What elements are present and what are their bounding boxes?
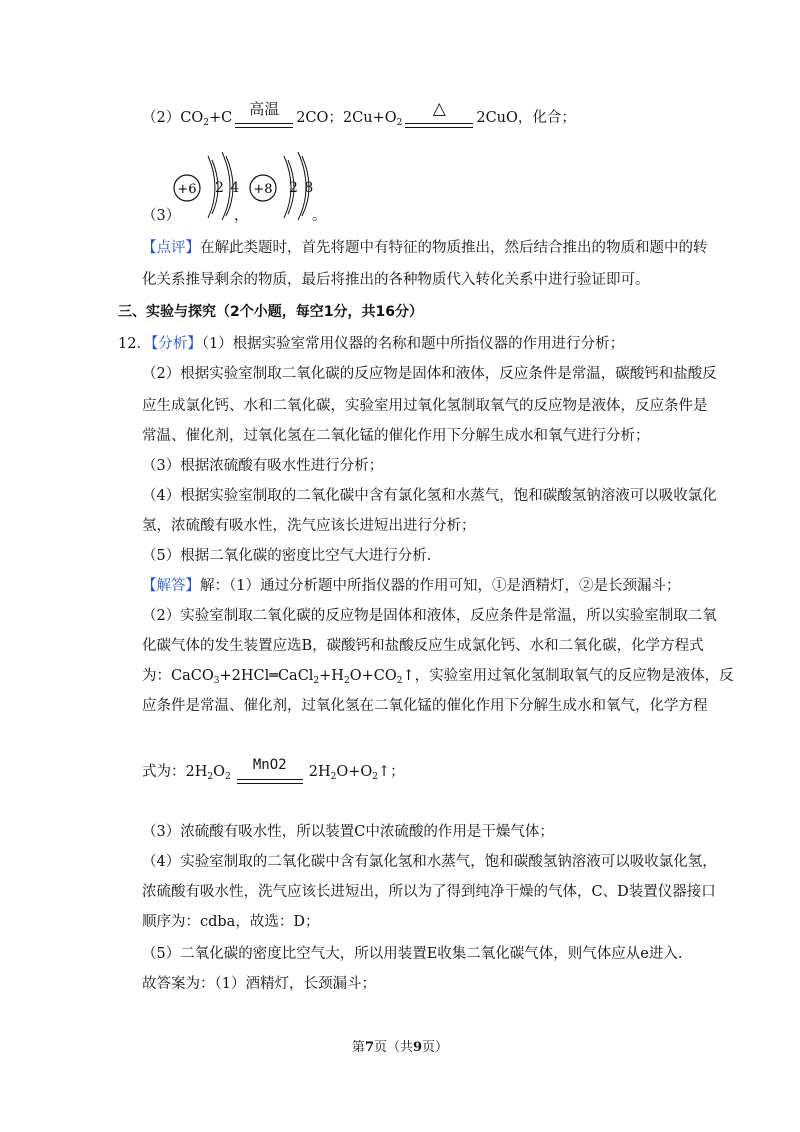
solution-4-1: （4）实验室制取的二氧化碳中含有氯化氢和水蒸气，饱和碳酸氢钠溶液可以吸收氯化氢， [142, 854, 717, 870]
analysis-5: （5）根据二氧化碳的密度比空气大进行分析. [142, 548, 432, 564]
analysis-4-2: 氢，浓硫酸有吸水性，洗气应该长进短出进行分析； [142, 518, 476, 534]
atom1-nucleus: +6 [177, 182, 197, 197]
review-tag: 【点评】 [142, 240, 200, 256]
page-total: 9 [413, 1040, 423, 1055]
solution-2-5: 式为：$2H_2O_2$ MnO2 $2H_2O+O_2↑$； [142, 762, 405, 787]
analysis-4-1: （4）根据实验室制取的二氧化碳中含有氯化氢和水蒸气，饱和碳酸氢钠溶液可以吸收氯化 [142, 488, 717, 504]
equation-line: $(2)CO_2+C$ 高温 2CO；$2Cu+O_2$ △ 2CuO，化合； [142, 108, 576, 133]
solution-2-3: 为：$CaCO_3+2HCl═CaCl_2+H_2O+CO_2↑$，实验室用过氧化氢制取氧气的反应物是液体，反 [142, 668, 734, 686]
condition-heat: △ [403, 113, 475, 133]
analysis-tag: 【分析】 [150, 336, 202, 352]
page-footer: 第7页（共9页） [351, 1040, 449, 1055]
page-number: 7 [364, 1040, 374, 1055]
answer-3-label: （3） [142, 208, 181, 224]
solution-2-4: 应条件是常温、催化剂，过氧化氢在二氧化锰的催化作用下分解生成水和氧气，化学方程 [142, 698, 708, 714]
solution-4-2: 浓硫酸有吸水性，洗气应该长进短出，所以为了得到纯净干燥的气体，C、D装置仪器接口 [142, 884, 716, 900]
answer-tag: 【解答】 [142, 578, 200, 594]
atom1-shells: 2 4 [215, 180, 240, 196]
condition-high-temp: 高温 [233, 113, 295, 133]
section-heading: 三、实验与探究（2个小题，每空1分，共16分） [118, 304, 423, 320]
atom2-nucleus: +8 [253, 182, 273, 197]
analysis-2-2: 应生成氯化钙、水和二氧化碳，实验室用过氧化氢制取氧气的反应物是液体，反应条件是 [142, 398, 708, 414]
solution-2-1: （2）实验室制取二氧化碳的反应物是固体和液体，反应条件是常温，所以实验室制取二氧 [142, 608, 717, 624]
answer-3-sep: ， [234, 208, 249, 224]
analysis-3: （3）根据浓硫酸有吸水性进行分析； [142, 458, 384, 474]
solution-1: 【解答】解：（1）通过分析题中所指仪器的作用可知，①是酒精灯，②是长颈漏斗； [142, 578, 681, 594]
atom2-shells: 2 8 [289, 180, 314, 196]
solution-3: （3）浓硫酸有吸水性，所以装置C中浓硫酸的作用是干燥气体； [142, 824, 554, 840]
answer-3-end: 。 [312, 208, 327, 224]
q12-analysis-line: 12．【分析】（1）根据实验室常用仪器的名称和题中所指仪器的作用进行分析； [118, 336, 625, 352]
analysis-2-3: 常温、催化剂，过氧化氢在二氧化锰的催化作用下分解生成水和氧气进行分析； [142, 428, 650, 444]
review-line-2: 化关系推导剩余的物质，最后将推出的各种物质代入转化关系中进行验证即可。 [142, 272, 650, 288]
solution-4-3: 顺序为：cdba，故选：D； [142, 914, 320, 930]
solution-5: （5）二氧化碳的密度比空气大，所以用装置E收集二氧化碳气体，则气体应从e进入. [142, 946, 683, 962]
review-line-1: 【点评】在解此类题时，首先将题中有特征的物质推出，然后结合推出的物质和题中的转 [142, 240, 708, 256]
catalyst-condition: MnO2 [235, 767, 305, 787]
analysis-2-1: （2）根据实验室制取二氧化碳的反应物是固体和液体，反应条件是常温，碳酸钙和盐酸反 [142, 366, 717, 382]
solution-final: 故答案为：（1）酒精灯，长颈漏斗； [142, 976, 376, 992]
solution-2-2: 化碳气体的发生装置应选B，碳酸钙和盐酸反应生成氯化钙、水和二氧化碳，化学方程式 [142, 638, 704, 654]
